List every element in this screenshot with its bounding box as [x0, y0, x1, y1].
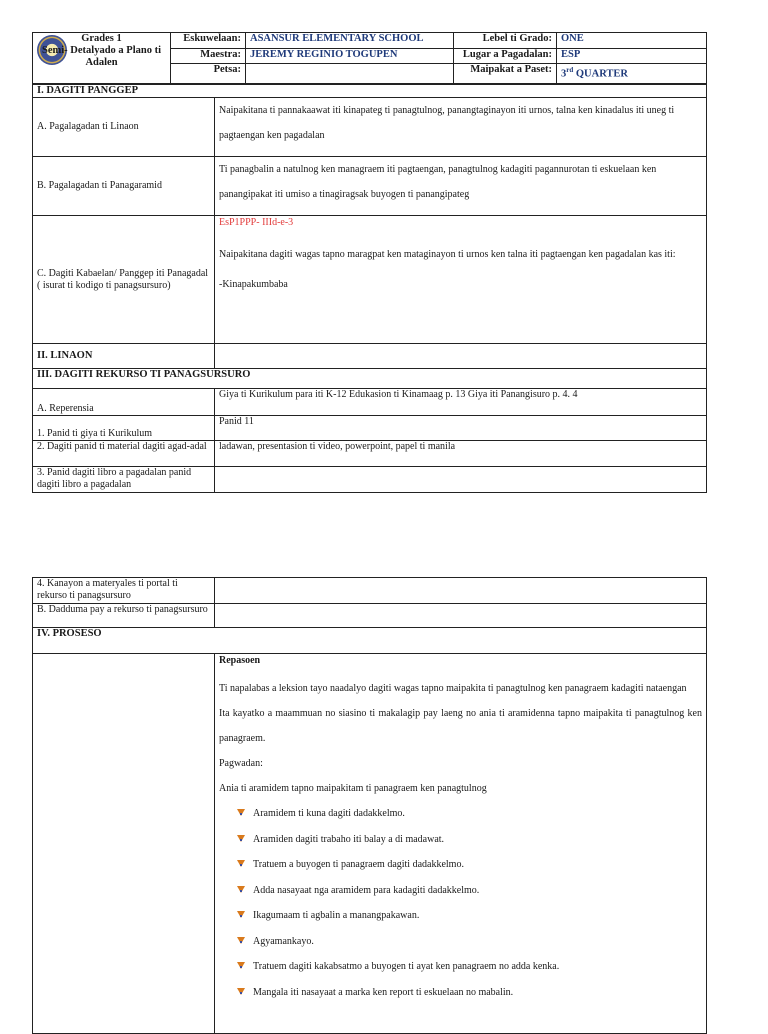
arrow-bullet-icon — [237, 809, 245, 816]
list-item: Adda nasayaat nga aramidem para kadagiti dadakkelmo. — [237, 878, 702, 904]
list-item: Ikagumaam ti agbalin a manangpakawan. — [237, 903, 702, 929]
arrow-bullet-icon — [237, 860, 245, 867]
arrow-bullet-icon — [237, 937, 245, 944]
kabaelan-content — [215, 216, 707, 344]
material-text: ladawan, presentasion ti video, powerpoint, papel ti manila — [215, 441, 707, 467]
kabaelan-label: C. Dagiti Kabaelan/ Panggep iti Panagadal ( isurat ti kodigo ti panagsursuro) — [33, 216, 215, 344]
list-item: Aramidem ti kuna dagiti dadakkelmo. — [237, 801, 702, 827]
level-label: Lebel ti Grado: — [454, 33, 557, 49]
proseso-paragraph-4: Ania ti aramidem tapno maipakitam ti panagraem ken panagtulnog — [219, 783, 487, 794]
subject-label: Lugar a Pagadalan: — [454, 48, 557, 64]
linaon-title: II. LINAON — [33, 344, 215, 369]
proseso-label-cell — [33, 654, 215, 1034]
kabaelan-item: -Kinapakumbaba — [219, 279, 288, 290]
date-value — [246, 64, 454, 84]
grade-title: Grades 1 — [81, 33, 122, 44]
pagalagadan-linaon-label: A. Pagalagadan ti Linaon — [33, 98, 215, 157]
reperensia-label: A. Reperensia — [33, 389, 215, 416]
dadduma-rekurso-text — [215, 604, 707, 628]
arrow-bullet-icon — [237, 911, 245, 918]
proseso-title: IV. PROSESO — [33, 628, 707, 654]
subject-value: ESP — [557, 48, 707, 64]
dadduma-rekurso-label: B. Dadduma pay a rekurso ti panagsursuro — [33, 604, 215, 628]
arrow-bullet-icon — [237, 835, 245, 842]
teacher-label: Maestra: — [171, 48, 246, 64]
arrow-bullet-icon — [237, 988, 245, 995]
portal-text — [215, 578, 707, 604]
school-label: Eskuwelaan: — [171, 33, 246, 49]
school-value: ASANSUR ELEMENTARY SCHOOL — [246, 33, 454, 49]
list-item: Mangala iti nasayaat a marka ken report ti eskuelaan no mabalin. — [237, 980, 702, 1006]
list-item: Aramiden dagiti trabaho iti balay a di madawat. — [237, 827, 702, 853]
list-item: Agyamankayo. — [237, 929, 702, 955]
quarter-label: Maipakat a Paset: — [454, 64, 557, 84]
panggep-title: I. DAGITI PANGGEP — [33, 85, 707, 98]
kodigo-code: EsP1PPP- IIId-e-3 — [219, 217, 294, 228]
linaon-content — [215, 344, 707, 369]
repasoen-heading: Repasoen — [219, 655, 261, 666]
date-label: Petsa: — [171, 64, 246, 84]
proseso-paragraph-2: Ita kayatko a maammuan no siasino ti makalagip pay laeng no ania ti aramidenna tapno maipakita ti panagtulnog ken panagraem. — [219, 708, 702, 744]
pagalagadan-linaon-text: Naipakitana ti pannakaawat iti kinapateg ti panagtulnog, panangtaginayon iti urnos, talna ken kinadalus iti uneg ti pagtaengan ken pagadalan — [215, 98, 707, 157]
proseso-paragraph-3: Pagwadan: — [219, 758, 263, 769]
giya-kurikulum-label: 1. Panid ti giya ti Kurikulum — [33, 416, 215, 441]
pagalagadan-panagaramid-text: Ti panagbalin a natulnog ken managraem iti pagtaengan, panagtulnog kadagiti pagannurotan ti eskuelaan ken panangipakat iti umiso a tinagiragsak buyogen ti panangipateg — [215, 157, 707, 216]
level-value: ONE — [557, 33, 707, 49]
wagas-list — [219, 801, 702, 1005]
pagalagadan-panagaramid-label: B. Pagalagadan ti Panagaramid — [33, 157, 215, 216]
quarter-value: 3rd QUARTER — [557, 64, 707, 84]
teacher-value: JEREMY REGINIO TOGUPEN — [246, 48, 454, 64]
proseso-content — [215, 654, 707, 1034]
header-table — [32, 32, 707, 84]
lesson-table-continued — [32, 577, 707, 1034]
list-item: Tratuem dagiti kakabsatmo a buyogen ti ayat ken panagraem no adda kenka. — [237, 954, 702, 980]
libro-text — [215, 467, 707, 493]
material-label: 2. Dagiti panid ti material dagiti agad-adal — [33, 441, 215, 467]
list-item: Tratuem a buyogen ti panagraem dagiti dadakkelmo. — [237, 852, 702, 878]
title-cell — [33, 33, 171, 84]
arrow-bullet-icon — [237, 962, 245, 969]
plan-title: Semi- Detalyado a Plano ti Adalen — [42, 45, 161, 68]
rekurso-title: III. DAGITI REKURSO TI PANAGSURSURO — [33, 369, 707, 389]
proseso-paragraph-1: Ti napalabas a leksion tayo naadalyo dagiti wagas tapno maipakita ti panagtulnog ken panagraem kadagiti nataengan — [219, 683, 687, 694]
libro-label: 3. Panid dagiti libro a pagadalan panid dagiti libro a pagadalan — [33, 467, 215, 493]
kabaelan-text: Naipakitana dagiti wagas tapno maragpat ken mataginayon ti urnos ken talna iti pagtaengan ken pagadalan kas iti: — [219, 249, 676, 260]
portal-label: 4. Kanayon a materyales ti portal ti rekurso ti panagsursuro — [33, 578, 215, 604]
lesson-table — [32, 84, 707, 493]
arrow-bullet-icon — [237, 886, 245, 893]
giya-kurikulum-text: Panid 11 — [215, 416, 707, 441]
reperensia-text: Giya ti Kurikulum para iti K-12 Edukasion ti Kinamaag p. 13 Giya iti Panangisuro p. 4. 4 — [215, 389, 707, 416]
